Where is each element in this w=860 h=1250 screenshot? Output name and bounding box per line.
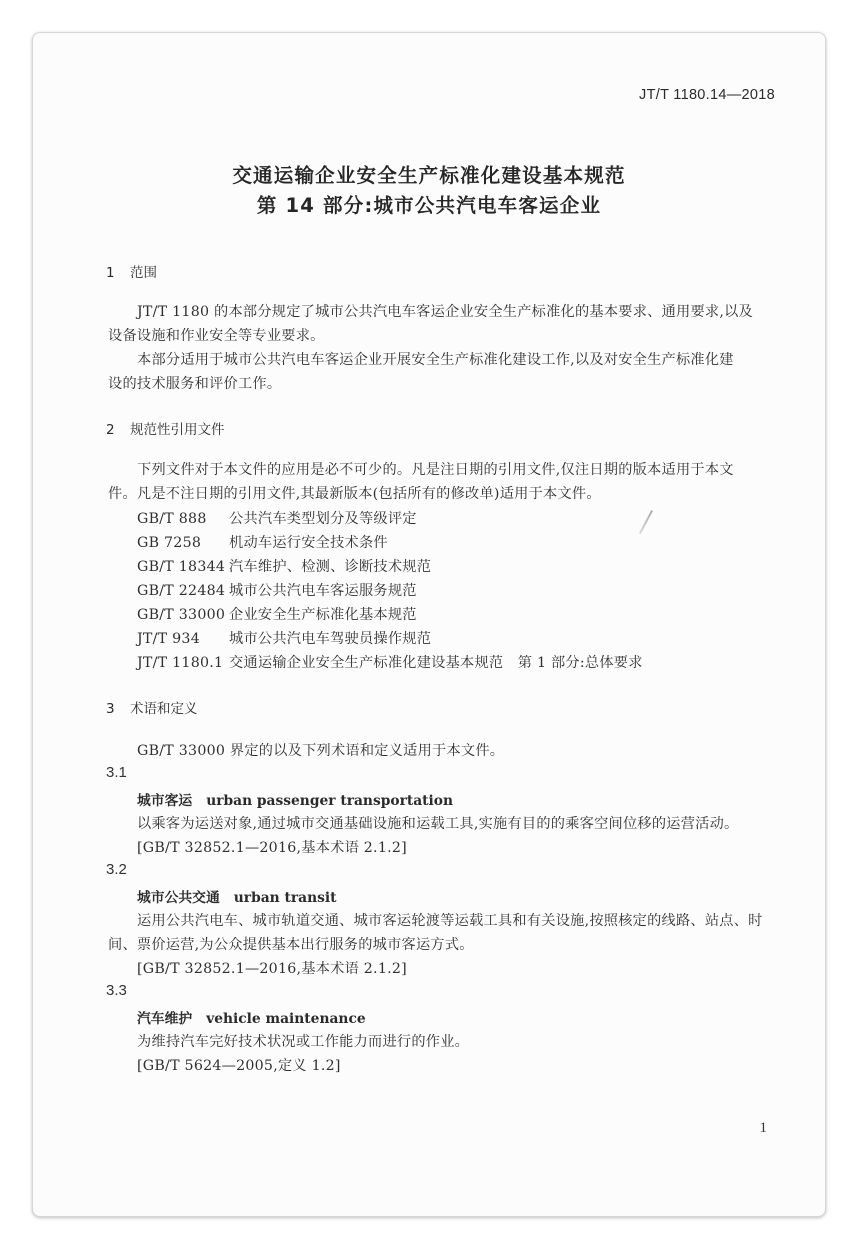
paragraph-line: 设备设施和作业安全等专业要求。 (108, 328, 325, 344)
section-intro: GB/T 33000 界定的以及下列术语和定义适用于本文件。 (137, 743, 505, 759)
reference-code: GB/T 22484 (137, 583, 226, 599)
section-number: 1 (106, 265, 115, 281)
term-heading (137, 789, 453, 809)
reference-item (137, 628, 431, 648)
term-definition: 间、票价运营,为公众提供基本出行服务的城市客运方式。 (108, 937, 474, 953)
reference-code: GB/T 18344 (137, 559, 226, 575)
reference-title: 汽车维护、检测、诊断技术规范 (229, 559, 432, 575)
reference-item (137, 532, 388, 552)
term-number: 3.1 (106, 764, 127, 781)
reference-item (137, 556, 431, 576)
term-heading (137, 1007, 366, 1027)
document-title-line2: 第 14 部分:城市公共汽电车客运企业 (256, 194, 602, 217)
reference-item (137, 508, 417, 528)
reference-code: GB 7258 (137, 535, 202, 551)
term-zh: 城市客运 (137, 793, 193, 809)
paragraph-line: 设的技术服务和评价工作。 (108, 376, 282, 392)
reference-item (137, 604, 417, 624)
reference-title: 城市公共汽电车客运服务规范 (229, 583, 417, 599)
term-source: [GB/T 5624—2005,定义 1.2] (137, 1058, 341, 1074)
section-title: 术语和定义 (130, 701, 198, 717)
page-number: 1 (759, 1120, 767, 1136)
paragraph-line: 件。凡是不注日期的引用文件,其最新版本(包括所有的修改单)适用于本文件。 (108, 486, 601, 502)
term-source: [GB/T 32852.1—2016,基本术语 2.1.2] (137, 961, 407, 977)
paragraph-line: 下列文件对于本文件的应用是必不可少的。凡是注日期的引用文件,仅注日期的版本适用于本文 (137, 462, 734, 478)
reference-code: JT/T 934 (137, 631, 200, 647)
term-source: [GB/T 32852.1—2016,基本术语 2.1.2] (137, 840, 407, 856)
paragraph-line: 本部分适用于城市公共汽电车客运企业开展安全生产标准化建设工作,以及对安全生产标准化建 (137, 352, 734, 368)
section-heading-terms-definitions (106, 697, 198, 717)
reference-title: 机动车运行安全技术条件 (229, 535, 388, 551)
section-number: 3 (106, 701, 115, 717)
term-number: 3.3 (106, 982, 127, 999)
reference-code: JT/T 1180.1 (137, 655, 224, 671)
scan-mark (639, 510, 653, 534)
reference-title: 企业安全生产标准化基本规范 (229, 607, 417, 623)
paragraph-line: JT/T 1180 的本部分规定了城市公共汽电车客运企业安全生产标准化的基本要求、通用要求,以及 (137, 304, 753, 320)
section-title: 范围 (130, 265, 157, 281)
document-code: JT/T 1180.14—2018 (639, 87, 775, 103)
section-heading-normative-references (106, 418, 225, 438)
document-page (32, 32, 826, 1217)
term-definition: 运用公共汽电车、城市轨道交通、城市客运轮渡等运载工具和有关设施,按照核定的线路、站点、时 (137, 913, 763, 929)
term-definition: 为维持汽车完好技术状况或工作能力而进行的作业。 (137, 1034, 470, 1050)
reference-code: GB/T 888 (137, 511, 207, 527)
reference-title: 公共汽车类型划分及等级评定 (229, 511, 417, 527)
section-title: 规范性引用文件 (130, 422, 225, 438)
term-definition: 以乘客为运送对象,通过城市交通基础设施和运载工具,实施有目的的乘客空间位移的运营活动。 (137, 816, 739, 832)
term-heading (137, 886, 337, 906)
reference-code: GB/T 33000 (137, 607, 226, 623)
reference-item (137, 652, 643, 672)
document-title-line1: 交通运输企业安全生产标准化建设基本规范 (232, 164, 626, 187)
term-en: urban transit (233, 890, 337, 906)
reference-item (137, 580, 417, 600)
term-number: 3.2 (106, 861, 127, 878)
term-en: vehicle maintenance (206, 1011, 366, 1027)
section-number: 2 (106, 422, 115, 438)
reference-title: 交通运输企业安全生产标准化建设基本规范 第 1 部分:总体要求 (229, 655, 643, 671)
section-heading-scope (106, 261, 157, 281)
term-zh: 汽车维护 (137, 1011, 193, 1027)
term-zh: 城市公共交通 (137, 890, 220, 906)
reference-title: 城市公共汽电车驾驶员操作规范 (229, 631, 432, 647)
term-en: urban passenger transportation (206, 793, 453, 809)
